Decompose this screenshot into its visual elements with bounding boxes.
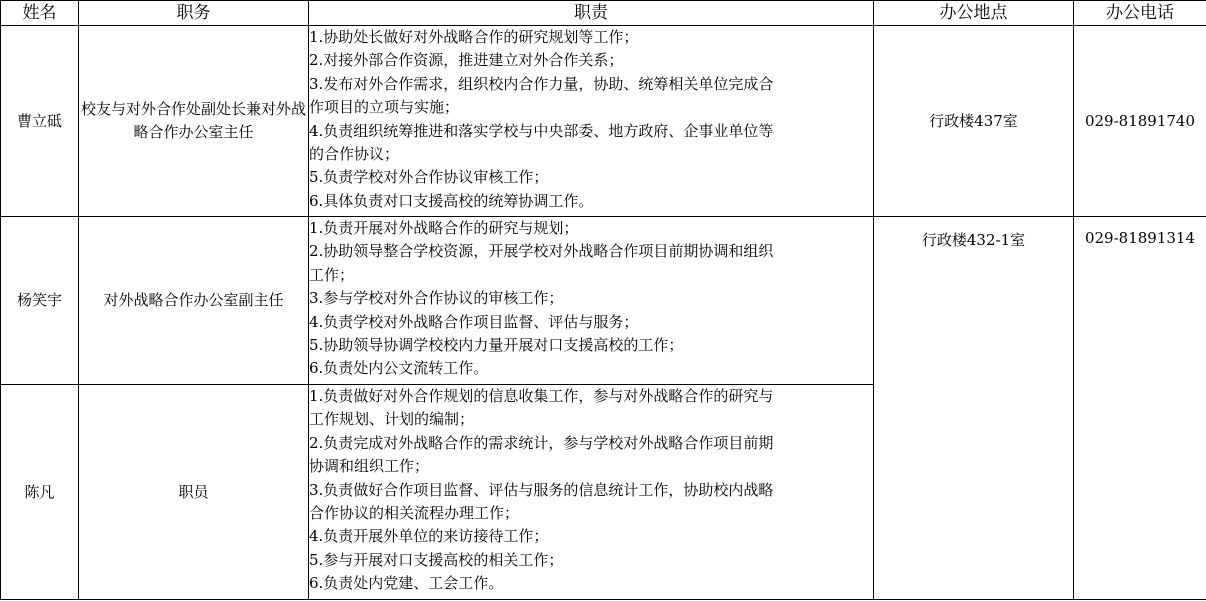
duty-line: 4.负责学校对外战略合作项目监督、评估与服务； <box>309 312 639 331</box>
office-location: 行政楼432-1室 <box>921 231 1026 249</box>
duty-line: 的合作协议； <box>309 145 400 164</box>
staff-duties <box>309 26 874 217</box>
duty-line: 1.负责做好对外合作规划的信息收集工作，参与对外战略合作的研究与 <box>309 387 774 405</box>
duty-line: 6.具体负责对口支援高校的统筹协调工作。 <box>309 191 594 210</box>
duty-line: 3.发布对外合作需求，组织校内合作力量，协助、统筹相关单位完成合 <box>309 74 774 93</box>
duty-line: 工作； <box>309 265 355 284</box>
duty-line: 3.负责做好合作项目监督、评估与服务的信息统计工作，协助校内战略 <box>309 480 774 499</box>
table-row <box>1 26 1206 217</box>
shared-office-cell <box>874 217 1074 600</box>
duty-line: 3.参与学校对外合作协议的审核工作； <box>309 289 564 308</box>
header-phone: 办公电话 <box>1074 1 1206 26</box>
staff-position: 职员 <box>79 385 309 600</box>
duty-line: 2.协助领导整合学校资源，开展学校对外战略合作项目前期协调和组织 <box>309 242 774 261</box>
staff-name: 杨笑宇 <box>1 217 79 385</box>
duty-line: 5.参与开展对口支援高校的相关工作； <box>309 550 564 569</box>
office-location: 行政楼437室 <box>874 26 1074 217</box>
duty-line: 协调和组织工作； <box>309 457 430 476</box>
header-office: 办公地点 <box>874 1 1074 26</box>
duty-line: 6.负责处内党建、工会工作。 <box>309 574 504 593</box>
staff-duties <box>309 217 874 385</box>
shared-phone-cell <box>1074 217 1206 600</box>
duty-line: 5.协助领导协调学校校内力量开展对口支援高校的工作； <box>309 336 684 355</box>
staff-position: 对外战略合作办公室副主任 <box>79 217 309 385</box>
duty-line: 4.负责开展外单位的来访接待工作； <box>309 527 549 546</box>
table-row <box>1 217 1206 385</box>
staff-position: 校友与对外合作处副处长兼对外战略合作办公室主任 <box>79 26 309 217</box>
duty-line: 1.协助处长做好对外战略合作的研究规划等工作； <box>309 28 639 46</box>
staff-name: 曹立砥 <box>1 26 79 217</box>
duty-line: 合作协议的相关流程办理工作； <box>309 504 520 523</box>
header-position: 职务 <box>79 1 309 26</box>
header-duties: 职责 <box>309 1 874 26</box>
duty-line: 6.负责处内公文流转工作。 <box>309 359 489 378</box>
duty-line: 1.负责开展对外战略合作的研究与规划； <box>309 219 579 237</box>
duty-line: 2.对接外部合作资源，推进建立对外合作关系； <box>309 51 624 70</box>
staff-name: 陈凡 <box>1 385 79 600</box>
staff-duties <box>309 385 874 600</box>
office-phone: 029-81891740 <box>1074 26 1206 217</box>
office-phone: 029-81891314 <box>1084 229 1196 247</box>
duty-line: 4.负责组织统筹推进和落实学校与中央部委、地方政府、企事业单位等 <box>309 121 774 140</box>
header-name: 姓名 <box>1 1 79 26</box>
duty-line: 作项目的立项与实施； <box>309 98 460 117</box>
header-row <box>1 1 1206 26</box>
duty-line: 2.负责完成对外战略合作的需求统计，参与学校对外战略合作项目前期 <box>309 433 774 452</box>
duty-line: 5.负责学校对外合作协议审核工作； <box>309 168 549 187</box>
duty-line: 工作规划、计划的编制； <box>309 410 475 429</box>
